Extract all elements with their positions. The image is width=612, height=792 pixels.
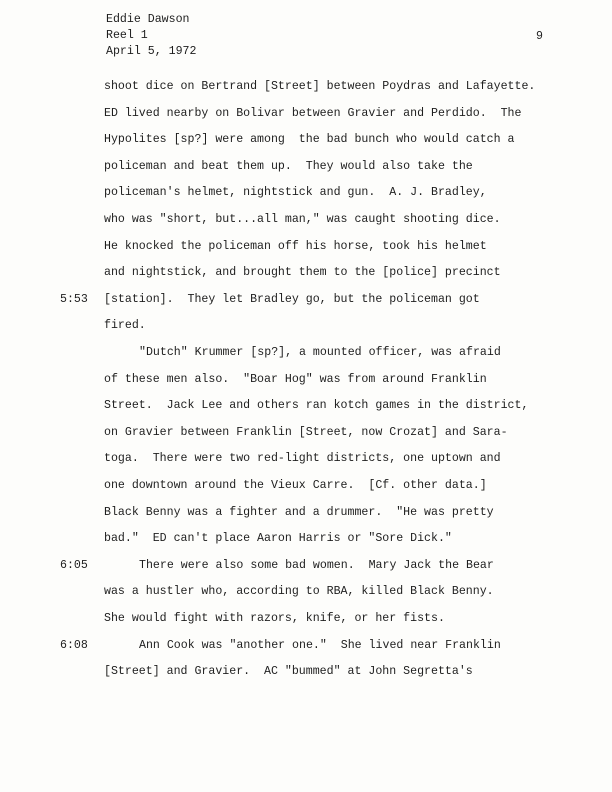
timestamp-marker: 5:53 [60, 292, 88, 306]
page-number: 9 [536, 30, 543, 43]
header-date: April 5, 1972 [106, 45, 197, 58]
transcript-line: who was "short, but...all man," was caught shooting dice. [104, 213, 501, 226]
timestamp-marker: 6:08 [60, 638, 88, 652]
transcript-line: and nightstick, and brought them to the [police] precinct [104, 266, 501, 280]
transcript-line: [station]. They let Bradley go, but the policeman got [104, 292, 480, 306]
timestamp-marker: 6:05 [60, 558, 88, 572]
transcript-line: ED lived nearby on Bolivar between Gravier and Perdido. The [104, 106, 522, 120]
transcript-line: shoot dice on Bertrand [Street] between Poydras and Lafayette. [104, 80, 536, 93]
transcript-line: toga. There were two red-light districts, one uptown and [104, 452, 501, 466]
transcript-line: There were also some bad women. Mary Jack the Bear [139, 558, 494, 572]
header-name: Eddie Dawson [106, 13, 190, 26]
transcript-line: Ann Cook was "another one." She lived near Franklin [139, 638, 501, 652]
transcript-line: "Dutch" Krummer [sp?], a mounted officer, was afraid [139, 346, 501, 359]
transcript-line: was a hustler who, according to RBA, killed Black Benny. [104, 585, 494, 599]
transcript-line: one downtown around the Vieux Carre. [Cf. other data.] [104, 479, 487, 492]
transcript-line: policeman and beat them up. They would also take the [104, 159, 473, 173]
transcript-line: of these men also. "Boar Hog" was from around Franklin [104, 372, 487, 386]
transcript-line: [Street] and Gravier. AC "bummed" at John Segretta's [104, 665, 473, 679]
transcript-line: Black Benny was a fighter and a drummer. "He was pretty [104, 505, 494, 519]
header-reel: Reel 1 [106, 29, 148, 42]
transcript-line: Hypolites [sp?] were among the bad bunch who would catch a [104, 133, 515, 147]
transcript-line: fired. [104, 319, 146, 333]
transcript-line: policeman's helmet, nightstick and gun. A. J. Bradley, [104, 186, 487, 200]
transcript-line: on Gravier between Franklin [Street, now Crozat] and Sara- [104, 425, 508, 439]
transcript-line: She would fight with razors, knife, or her fists. [104, 612, 445, 625]
transcript-line: He knocked the policeman off his horse, took his helmet [104, 239, 487, 253]
transcript-line: bad." ED can't place Aaron Harris or "Sore Dick." [104, 532, 452, 546]
transcript-line: Street. Jack Lee and others ran kotch games in the district, [104, 399, 529, 413]
